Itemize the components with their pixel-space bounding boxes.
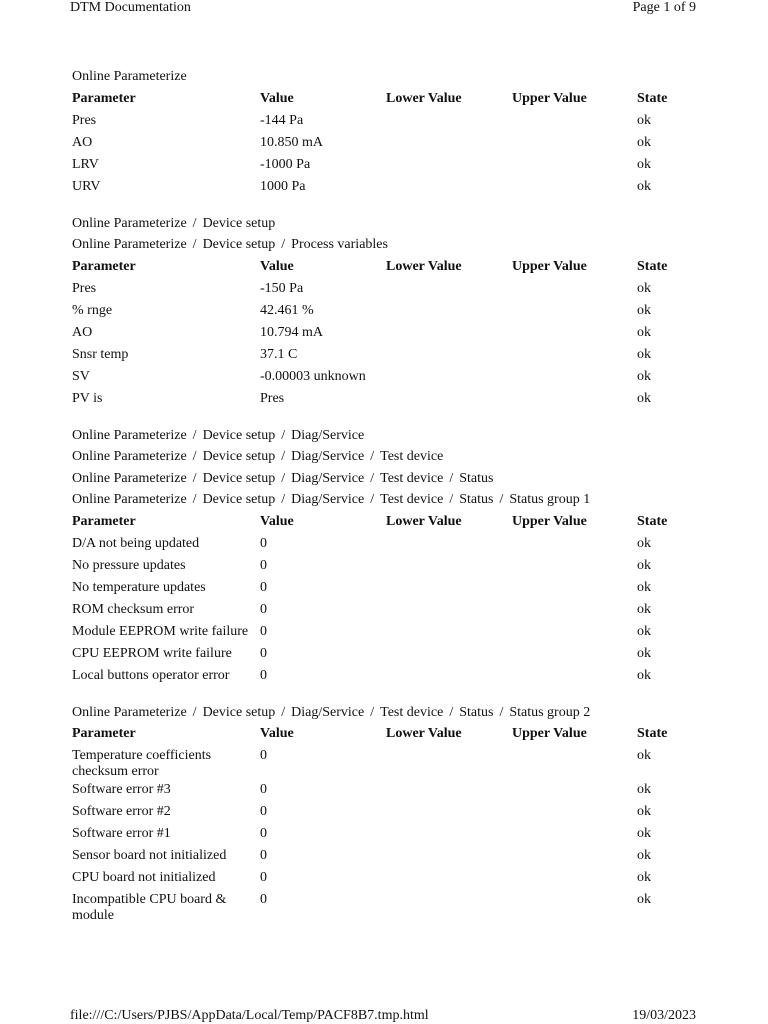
cell-upper-value [512,279,637,301]
cell-parameter: ROM checksum error [72,601,195,617]
cell-state: ok [637,870,651,885]
breadcrumb-separator: / [192,215,197,231]
breadcrumb [72,235,712,257]
cell-lower-value [386,534,512,556]
cell-upper-value [512,155,637,177]
cell-lower-value [386,111,512,133]
column-header-state: State [637,90,668,106]
cell-lower-value [386,279,512,301]
breadcrumb-separator: / [370,492,375,507]
cell-parameter: Sensor board not initialized [72,848,227,863]
parameter-section [72,426,712,688]
cell-value: 0 [260,535,267,551]
cell-parameter: Module EEPROM write failure [72,623,249,639]
cell-upper-value [512,868,637,890]
table-row [72,279,712,301]
cell-upper-value [512,824,637,846]
cell-value: 37.1 C [260,346,298,362]
cell-lower-value [386,890,512,924]
column-header-state: State [637,513,668,529]
table-row [72,824,712,846]
column-header-value: Value [260,726,294,741]
cell-parameter: AO [72,324,93,340]
breadcrumb-item: Online Parameterize [72,470,187,486]
cell-state: ok [637,826,651,841]
cell-lower-value [386,802,512,824]
breadcrumb-separator: / [192,704,197,720]
breadcrumb [72,67,712,89]
cell-value: 42.461 % [260,302,314,318]
cell-parameter: CPU board not initialized [72,870,216,885]
breadcrumb-item: Online Parameterize [72,237,187,252]
breadcrumb-separator: / [370,704,375,720]
cell-lower-value [386,155,512,177]
cell-state: ok [637,848,651,863]
column-header-lower-value: Lower Value [386,726,462,741]
cell-upper-value [512,644,637,666]
cell-upper-value [512,666,637,688]
cell-value: -0.00003 unknown [260,368,366,384]
table-header [72,89,712,111]
cell-value: 0 [260,645,267,661]
breadcrumb-separator: / [499,704,504,720]
cell-upper-value [512,367,637,389]
cell-upper-value [512,746,637,780]
table-row [72,389,712,411]
cell-lower-value [386,345,512,367]
cell-upper-value [512,890,637,924]
cell-lower-value [386,622,512,644]
column-header-state: State [637,258,668,274]
cell-value: 0 [260,826,267,841]
cell-state: ok [637,302,651,318]
breadcrumb-item: Online Parameterize [72,215,187,231]
cell-parameter: Software error #3 [72,782,171,797]
breadcrumb-separator: / [192,237,197,252]
table-row [72,846,712,868]
cell-parameter: URV [72,178,101,194]
column-header-state: State [637,726,668,741]
breadcrumb-separator: / [370,470,375,486]
cell-parameter: LRV [72,156,99,172]
breadcrumb-item: Diag/Service [291,492,365,507]
column-header-lower-value: Lower Value [386,513,462,529]
cell-upper-value [512,578,637,600]
table-row [72,534,712,556]
file-path: file:///C:/Users/PJBS/AppData/Local/Temp/PACF8B7.tmp.html [70,1008,429,1023]
cell-parameter: PV is [72,390,103,406]
cell-lower-value [386,389,512,411]
breadcrumb-separator: / [449,492,454,507]
column-header-parameter: Parameter [72,258,136,274]
breadcrumb-item: Status [459,470,494,486]
breadcrumb-separator: / [192,427,197,443]
column-header-parameter: Parameter [72,513,136,529]
cell-lower-value [386,367,512,389]
cell-parameter: AO [72,134,93,150]
cell-parameter: No pressure updates [72,557,186,573]
cell-parameter: SV [72,368,90,384]
cell-value: 0 [260,601,267,617]
breadcrumb-separator: / [281,449,286,464]
cell-state: ok [637,134,651,150]
cell-value: -144 Pa [260,112,304,128]
column-header-parameter: Parameter [72,90,136,106]
table-row [72,868,712,890]
cell-upper-value [512,600,637,622]
column-header-upper-value: Upper Value [512,726,587,741]
cell-parameter: Software error #1 [72,826,171,841]
cell-lower-value [386,868,512,890]
cell-parameter: D/A not being updated [72,535,200,551]
breadcrumb [72,447,712,469]
cell-value: 0 [260,557,267,573]
table-row [72,780,712,802]
breadcrumb-item: Device setup [202,449,276,464]
breadcrumb-item: Device setup [202,427,276,443]
breadcrumb-item: Online Parameterize [72,427,187,443]
cell-lower-value [386,666,512,688]
cell-state: ok [637,782,651,797]
cell-state: ok [637,804,651,819]
breadcrumb [72,469,712,491]
table-header [72,257,712,279]
cell-parameter: No temperature updates [72,579,206,595]
cell-upper-value [512,846,637,868]
breadcrumb-item: Diag/Service [291,470,365,486]
cell-state: ok [637,390,651,406]
table-row [72,622,712,644]
table-row [72,345,712,367]
cell-parameter: CPU EEPROM write failure [72,645,232,661]
breadcrumb-item: Device setup [202,492,276,507]
breadcrumb-separator: / [281,427,286,443]
breadcrumb-item: Status group 2 [509,704,591,720]
breadcrumb-item: Test device [380,449,444,464]
cell-state: ok [637,557,651,573]
cell-parameter: Temperature coefficients checksum error [72,748,212,779]
column-header-value: Value [260,258,294,274]
breadcrumb-item: Online Parameterize [72,69,187,84]
cell-parameter: Pres [72,112,97,128]
breadcrumb-separator: / [281,470,286,486]
cell-upper-value [512,802,637,824]
cell-lower-value [386,644,512,666]
table-row [72,367,712,389]
table-row [72,556,712,578]
cell-value: -150 Pa [260,280,304,296]
column-header-value: Value [260,90,294,106]
cell-lower-value [386,780,512,802]
breadcrumb-item: Test device [380,492,444,507]
table-row [72,177,712,199]
table-row [72,666,712,688]
cell-lower-value [386,746,512,780]
cell-state: ok [637,645,651,661]
breadcrumb-item: Test device [380,704,444,720]
cell-upper-value [512,622,637,644]
table-row [72,802,712,824]
breadcrumb-separator: / [370,449,375,464]
breadcrumb-separator: / [192,470,197,486]
cell-value: 0 [260,848,267,863]
breadcrumb-item: Status group 1 [509,492,591,507]
breadcrumb-item: Diag/Service [291,427,365,443]
cell-value: 0 [260,623,267,639]
cell-state: ok [637,346,651,362]
table-header [72,512,712,534]
breadcrumb-separator: / [281,492,286,507]
cell-state: ok [637,667,651,683]
column-header-upper-value: Upper Value [512,90,587,106]
breadcrumb-item: Device setup [202,215,276,231]
cell-parameter: % rnge [72,302,113,318]
cell-lower-value [386,824,512,846]
table-row [72,301,712,323]
breadcrumb-item: Online Parameterize [72,492,187,507]
table-row [72,890,712,924]
breadcrumb-separator: / [281,237,286,252]
cell-lower-value [386,133,512,155]
document-title: DTM Documentation [70,0,191,15]
cell-upper-value [512,389,637,411]
table-row [72,155,712,177]
breadcrumb-separator: / [449,470,454,486]
table-row [72,133,712,155]
breadcrumb [72,214,712,236]
cell-state: ok [637,368,651,384]
cell-upper-value [512,111,637,133]
cell-value: -1000 Pa [260,156,311,172]
cell-lower-value [386,177,512,199]
parameter-section [72,703,712,925]
cell-lower-value [386,578,512,600]
cell-upper-value [512,301,637,323]
cell-upper-value [512,133,637,155]
breadcrumb-item: Test device [380,470,444,486]
cell-state: ok [637,601,651,617]
cell-state: ok [637,112,651,128]
cell-value: 0 [260,782,267,797]
breadcrumb-item: Status [459,704,494,720]
column-header-value: Value [260,513,294,529]
cell-lower-value [386,556,512,578]
page-indicator: Page 1 of 9 [632,0,696,15]
breadcrumb-separator: / [449,704,454,720]
cell-value: 0 [260,748,267,763]
cell-upper-value [512,556,637,578]
table-row [72,323,712,345]
cell-value: 1000 Pa [260,178,306,194]
cell-value: 10.850 mA [260,134,323,150]
parameter-section [72,214,712,411]
breadcrumb-item: Process variables [291,237,388,252]
column-header-lower-value: Lower Value [386,90,462,106]
breadcrumb-item: Diag/Service [291,449,365,464]
cell-parameter: Incompatible CPU board & module [72,892,227,923]
column-header-lower-value: Lower Value [386,258,462,274]
document-content [72,67,712,939]
cell-parameter: Local buttons operator error [72,667,230,683]
breadcrumb-item: Device setup [202,704,276,720]
breadcrumb [72,703,712,725]
table-row [72,644,712,666]
cell-value: 0 [260,892,267,907]
cell-lower-value [386,600,512,622]
cell-state: ok [637,156,651,172]
cell-upper-value [512,323,637,345]
breadcrumb-item: Status [459,492,494,507]
column-header-upper-value: Upper Value [512,513,587,529]
table-row [72,111,712,133]
cell-upper-value [512,780,637,802]
breadcrumb-separator: / [499,492,504,507]
cell-lower-value [386,301,512,323]
cell-state: ok [637,748,651,763]
breadcrumb [72,426,712,448]
cell-state: ok [637,280,651,296]
breadcrumb-separator: / [192,449,197,464]
table-header [72,724,712,746]
breadcrumb-item: Online Parameterize [72,449,187,464]
breadcrumb-item: Device setup [202,470,276,486]
cell-state: ok [637,579,651,595]
cell-state: ok [637,623,651,639]
cell-value: 0 [260,579,267,595]
cell-state: ok [637,892,651,907]
cell-state: ok [637,535,651,551]
cell-value: 0 [260,804,267,819]
table-row [72,600,712,622]
parameter-section [72,67,712,199]
cell-upper-value [512,345,637,367]
breadcrumb-item: Online Parameterize [72,704,187,720]
column-header-parameter: Parameter [72,726,136,741]
breadcrumb-separator: / [192,492,197,507]
cell-upper-value [512,534,637,556]
cell-lower-value [386,323,512,345]
cell-upper-value [512,177,637,199]
cell-value: 0 [260,667,267,683]
cell-value: 10.794 mA [260,324,323,340]
cell-lower-value [386,846,512,868]
cell-parameter: Pres [72,280,97,296]
table-row [72,578,712,600]
cell-state: ok [637,178,651,194]
cell-value: 0 [260,870,267,885]
table-row [72,746,712,780]
column-header-upper-value: Upper Value [512,258,587,274]
print-date: 19/03/2023 [632,1008,696,1023]
cell-state: ok [637,324,651,340]
breadcrumb-separator: / [281,704,286,720]
breadcrumb [72,490,712,512]
breadcrumb-item: Diag/Service [291,704,365,720]
cell-parameter: Software error #2 [72,804,171,819]
cell-parameter: Snsr temp [72,346,129,362]
breadcrumb-item: Device setup [202,237,276,252]
cell-value: Pres [260,390,285,406]
